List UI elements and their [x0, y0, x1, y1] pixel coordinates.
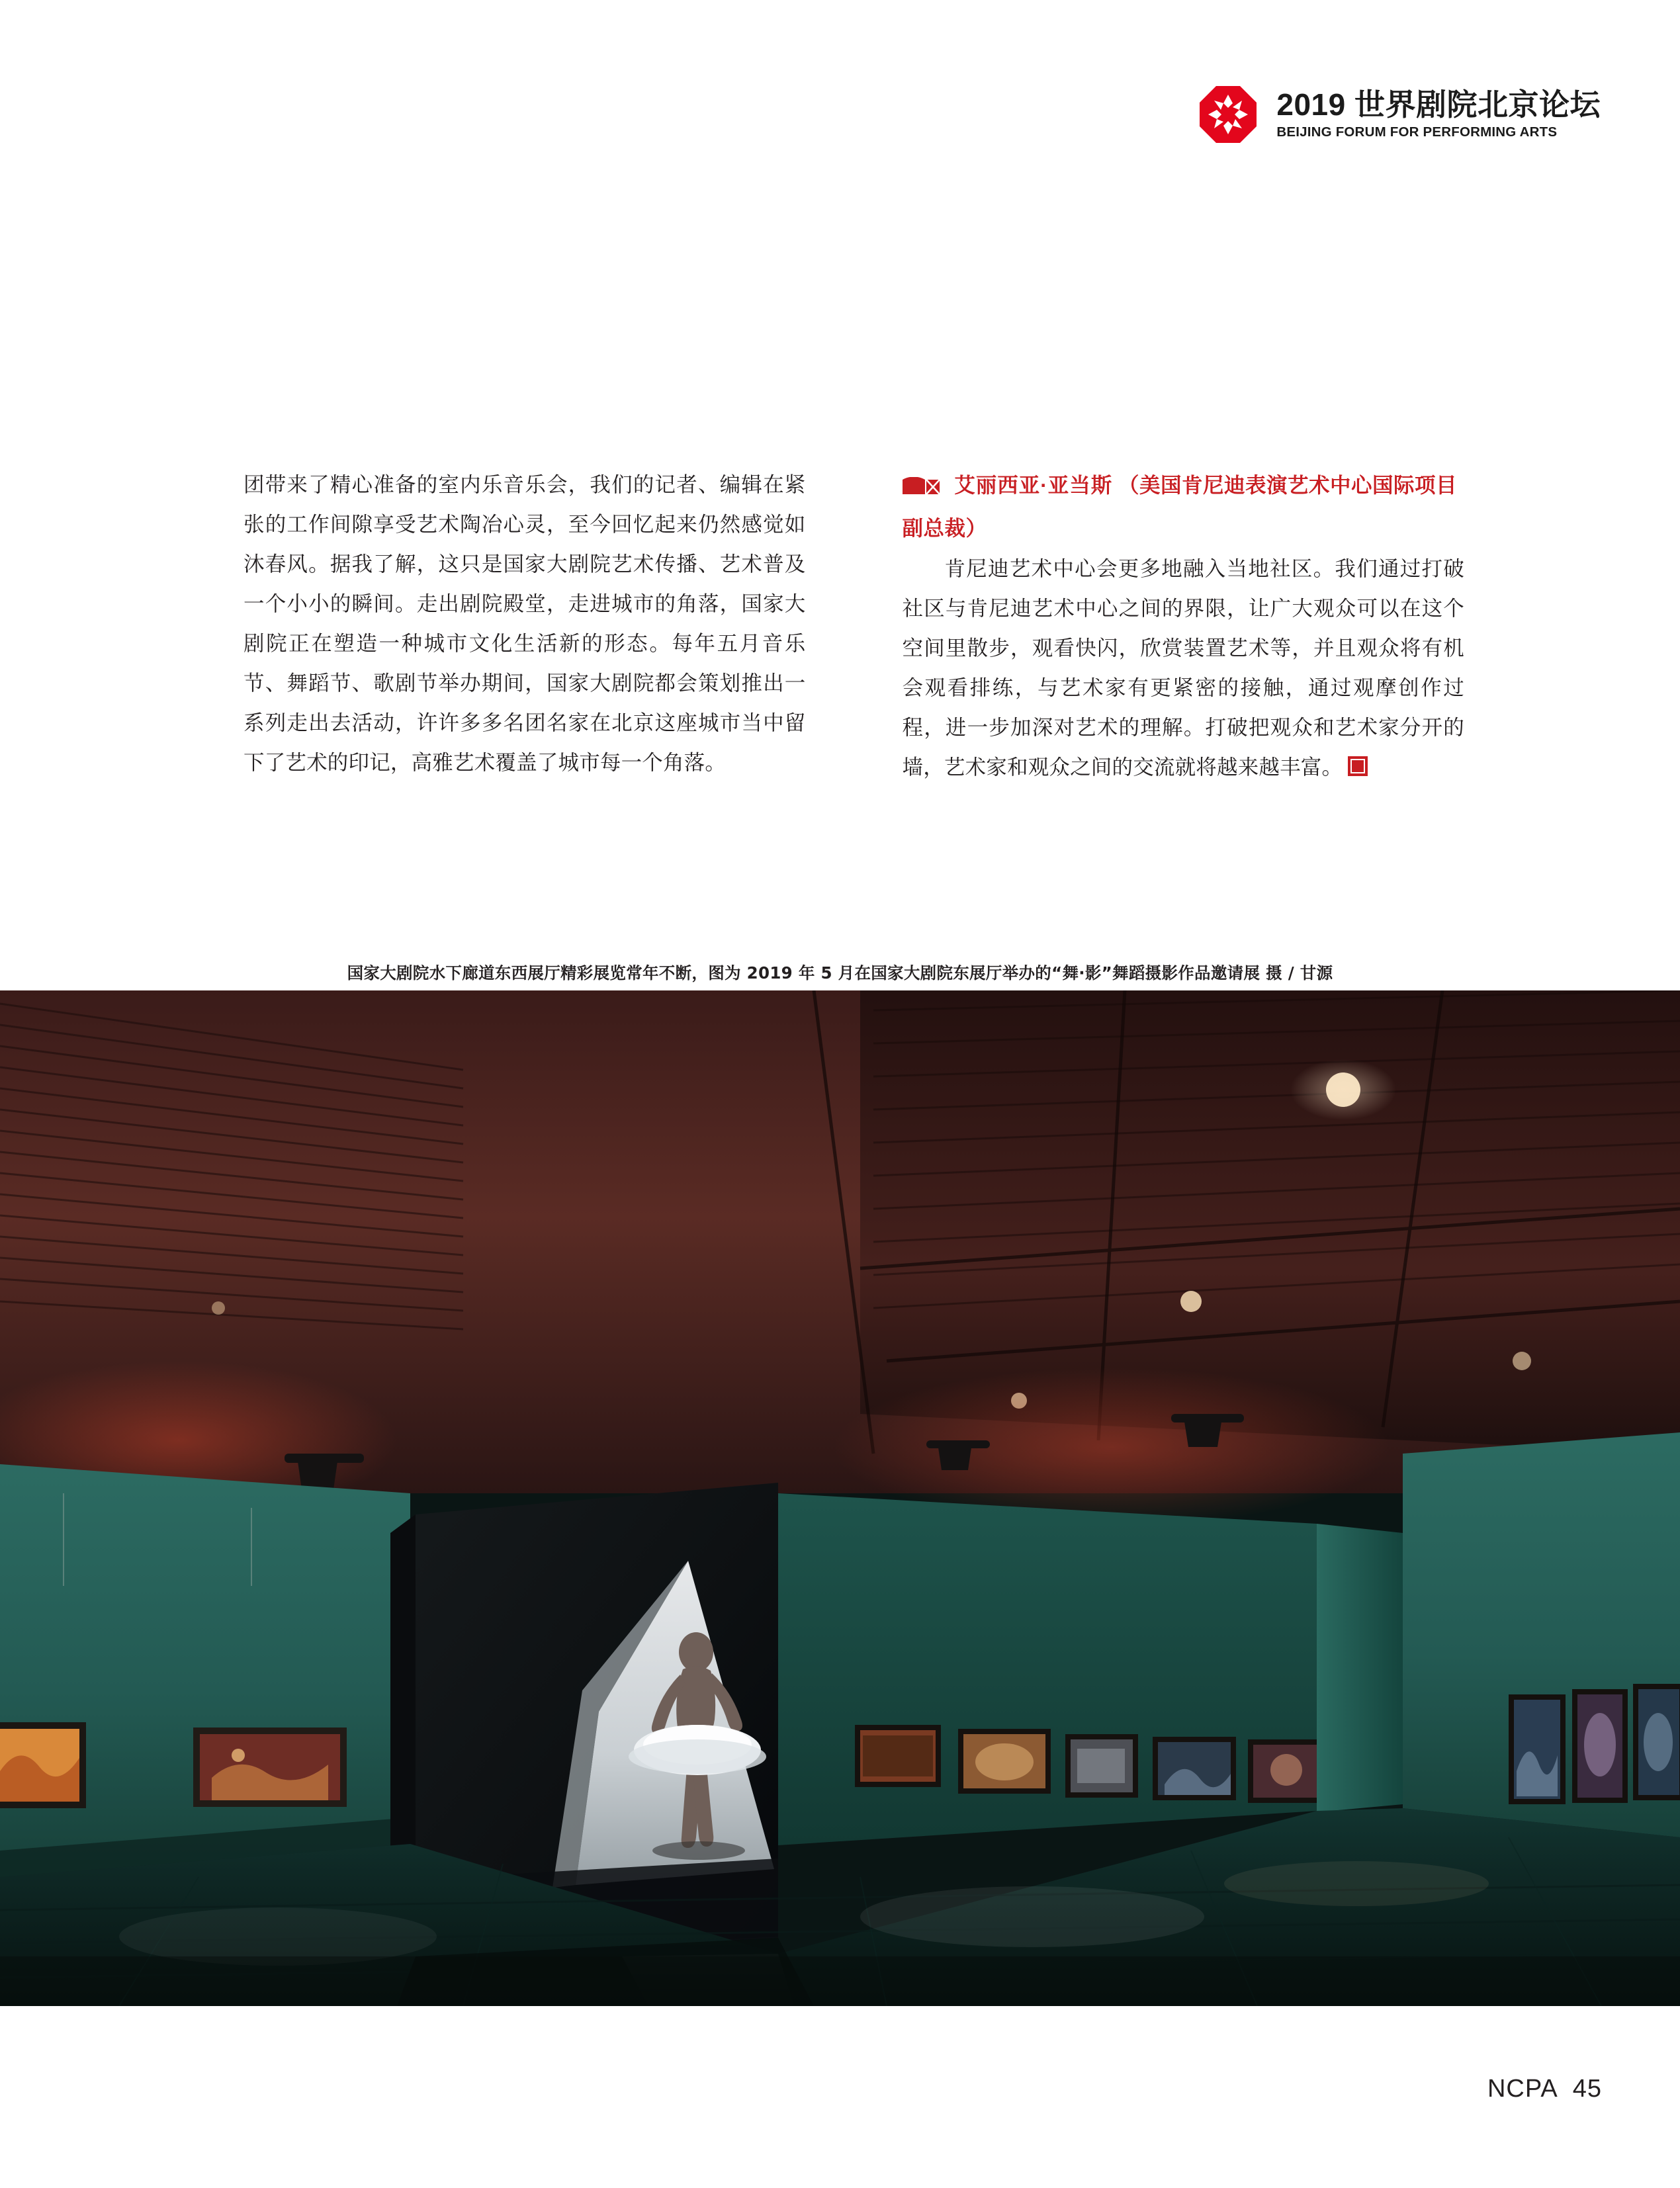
right-column-paragraph-text: 肯尼迪艺术中心会更多地融入当地社区。我们通过打破社区与肯尼迪艺术中心之间的界限，让广大观众可以在这个空间里散步，观看快闪，欣赏装置艺术等，并且观众将有机会观看排练，与艺术家有更紧密的接触，通过观摩创作过程，进一步加深对艺术的理解。打破把观众和艺术家分开的墙，艺术家和观众之间的交流就将越来越丰富。 — [902, 557, 1464, 779]
page-number: 45 — [1572, 2075, 1602, 2103]
article-right-column — [903, 465, 1465, 787]
masthead-title-cn: 世界剧院北京论坛 — [1354, 87, 1601, 122]
red-flag-marker-icon — [903, 468, 940, 508]
speaker-heading — [903, 465, 1465, 548]
masthead-wordmark — [1274, 89, 1601, 140]
octagon-flower-logo-icon — [1200, 86, 1257, 143]
masthead-year: 2019 — [1276, 87, 1346, 122]
speaker-name: 艾丽西亚·亚当斯 — [954, 473, 1113, 497]
speaker-role: （美国肯尼迪表演艺术中心国际项目副总裁） — [902, 473, 1458, 540]
page-footer — [1487, 2075, 1602, 2103]
article-end-mark-icon — [1348, 756, 1368, 776]
article-left-column — [243, 465, 806, 787]
publication-name: NCPA — [1487, 2075, 1558, 2103]
left-column-paragraph: 团带来了精心准备的室内乐音乐会，我们的记者、编辑在紧张的工作间隙享受艺术陶冶心灵，至今回忆起来仍然感觉如沐春风。据我了解，这只是国家大剧院艺术传播、艺术普及一个小小的瞬间。走出剧院殿堂，走进城市的角落，国家大剧院正在塑造一种城市文化生活新的形态。每年五月音乐节、舞蹈节、歌剧节举办期间，国家大剧院都会策划推出一系列走出去活动，许许多多名团名家在北京这座城市当中留下了艺术的印记，高雅艺术覆盖了城市每一个角落。 — [243, 473, 806, 775]
masthead-logo — [1200, 86, 1601, 143]
article-body — [243, 465, 1464, 787]
masthead-title-en: BEIJING FORUM FOR PERFORMING ARTS — [1276, 124, 1558, 140]
exhibition-hall-photo — [0, 990, 1680, 2006]
right-column-paragraph — [903, 549, 1465, 787]
figure-caption: 国家大剧院水下廊道东西展厅精彩展览常年不断，图为 2019 年 5 月在国家大剧院东展厅举办的“舞·影”舞蹈摄影作品邀请展 摄 / 甘源 — [347, 963, 1333, 983]
masthead-divider — [1597, 171, 1601, 229]
